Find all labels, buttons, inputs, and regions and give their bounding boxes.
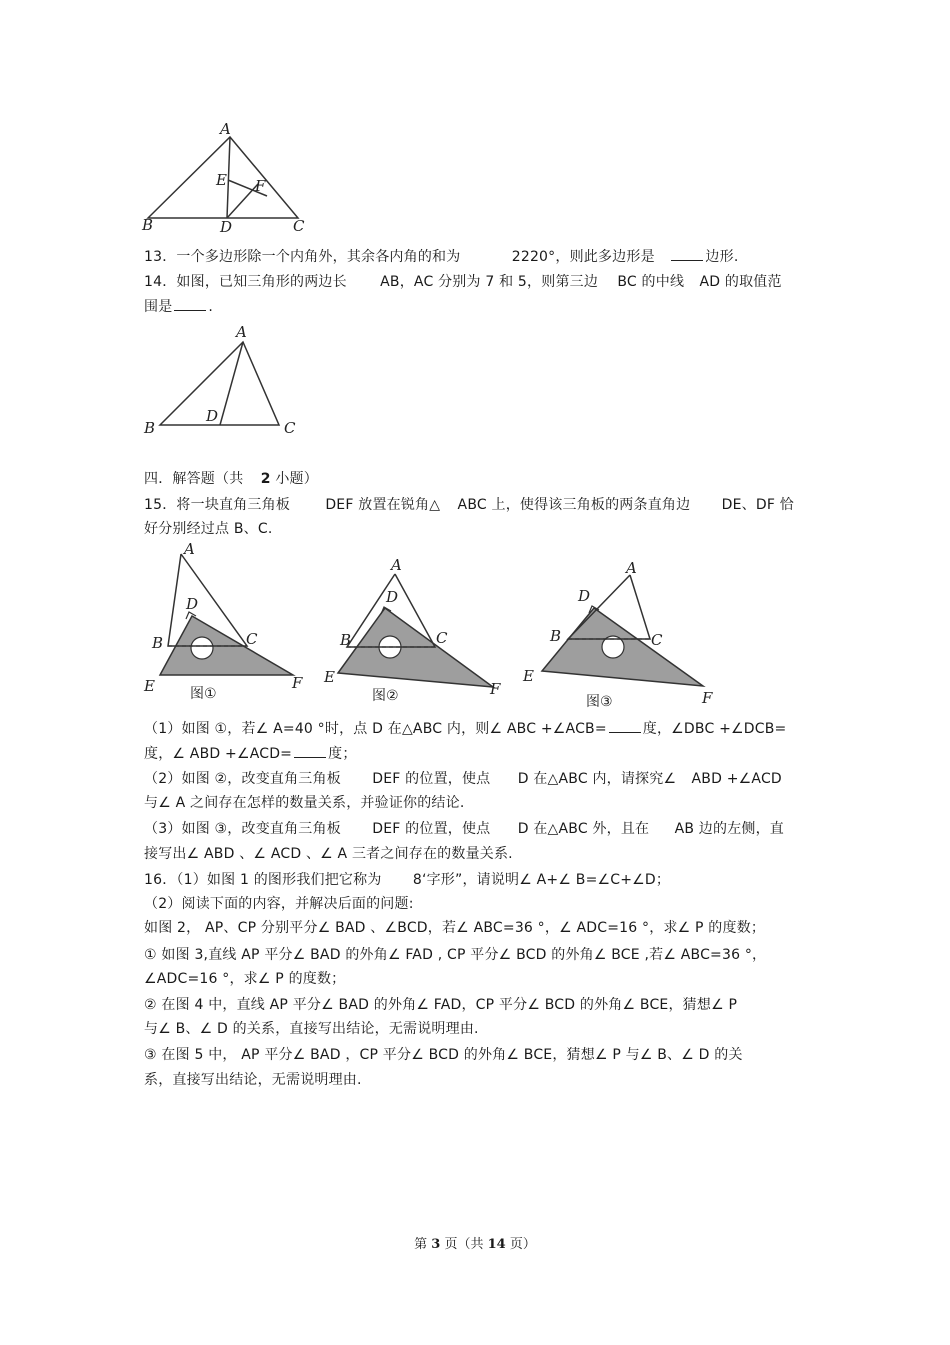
question-16-line-8: ③ 在图 5 中， AP 平分∠ BAD ，CP 平分∠ BCD 的外角∠ BCE，猜想∠ P 与∠ B、∠ D 的关 — [144, 1047, 743, 1063]
q16-text-1a: 16．（1）如图 1 的图形我们把它称为 — [144, 872, 382, 888]
question-16-line-7: 与∠ B、∠ D 的关系，直接写出结论，无需说明理由. — [144, 1021, 479, 1037]
q15-p2-text-b: DEF 的位置，使点 — [372, 771, 491, 787]
set-square-hole — [191, 637, 213, 659]
label-f: F — [292, 674, 303, 692]
q15-p3-text-b: DEF 的位置，使点 — [372, 821, 491, 837]
figure-q15-1 — [140, 542, 310, 707]
q15-part-3-line-1 — [144, 820, 784, 838]
q13-answer-blank[interactable] — [671, 247, 703, 261]
q15-p1-text-a: （1）如图 ①，若∠ A=40 °时，点 D 在△ABC 内，则∠ ABC +∠ACB= — [144, 721, 607, 737]
question-16-line-2: （2）阅读下面的内容，并解决后面的问题: — [144, 896, 414, 912]
label-d: D — [220, 218, 233, 236]
question-14-line-1 — [144, 273, 782, 291]
label-e: E — [324, 668, 335, 686]
q14-answer-blank[interactable] — [174, 297, 206, 311]
section-4-text-a: 四．解答题（共 — [144, 471, 244, 487]
question-14-line-2 — [144, 297, 213, 316]
q15-text-1d: DE、DF 恰 — [721, 497, 794, 513]
section-4-count: 2 — [260, 471, 271, 487]
q15-p3-text-a: （3）如图 ③，改变直角三角板 — [144, 821, 341, 837]
footer-text-a: 第 — [414, 1237, 428, 1252]
q15-p1-blank-1[interactable] — [609, 719, 641, 733]
label-a: A — [626, 559, 637, 577]
q14-text-2b: . — [208, 299, 214, 315]
question-16-line-3: 如图 2， AP、CP 分别平分∠ BAD 、∠BCD，若∠ ABC=36 °，∠ ADC=16 °，求∠ P 的度数； — [144, 920, 766, 936]
q14-text-2a: 围是 — [144, 299, 173, 315]
label-c: C — [246, 630, 258, 648]
q15-p2-text-a: （2）如图 ②，改变直角三角板 — [144, 771, 341, 787]
section-4-heading — [144, 470, 318, 488]
label-b: B — [152, 634, 164, 652]
q15-text-1c: ABC 上，使得该三角板的两条直角边 — [457, 497, 691, 513]
q14-text-1a: 14．如图，已知三角形的两边长 — [144, 274, 347, 290]
q13-text-a: 13．一个多边形除一个内角外，其余各内角的和为 — [144, 249, 461, 265]
label-b: B — [550, 627, 562, 645]
q15-p1-blank-3[interactable] — [294, 744, 326, 758]
q15-p2-text-c: D 在△ABC 内，请探究∠ — [517, 771, 677, 787]
q15-text-1b: DEF 放置在锐角△ — [325, 497, 441, 513]
label-c: C — [651, 631, 663, 649]
q15-part-2-line-1 — [144, 770, 782, 788]
question-13 — [144, 247, 738, 266]
label-e: E — [523, 667, 534, 685]
q13-text-b: 2220°，则此多边形是 — [511, 249, 655, 265]
question-16-line-9: 系，直接写出结论，无需说明理由. — [144, 1072, 362, 1088]
question-16-line-5: ∠ADC=16 °，求∠ P 的度数； — [144, 971, 346, 987]
label-c: C — [436, 629, 448, 647]
footer-total-pages: 14 — [487, 1237, 506, 1252]
footer-text-c: 页（共 — [444, 1237, 484, 1252]
q16-text-1b: 8‘字形”，请说明∠ A+∠ B=∠C+∠D； — [412, 872, 671, 888]
label-f: F — [255, 177, 266, 195]
figure-q15-2 — [320, 556, 510, 706]
q15-p1-text-c: 度，∠ ABD +∠ACD= — [144, 746, 293, 762]
q15-part-2-line-2: 与∠ A 之间存在怎样的数量关系，并验证你的结论. — [144, 795, 465, 811]
footer-text-e: 页） — [509, 1237, 536, 1252]
q15-p2-text-d: ABD +∠ACD — [691, 771, 782, 787]
label-b: B — [144, 419, 156, 437]
section-4-text-c: 小题） — [275, 471, 318, 487]
label-d: D — [578, 587, 591, 605]
caption: 图① — [190, 686, 217, 702]
q15-part-3-line-2: 接写出∠ ABD 、∠ ACD 、∠ A 三者之间存在的数量关系. — [144, 846, 513, 862]
label-f: F — [702, 689, 713, 707]
label-a: A — [184, 540, 195, 558]
segment-df — [227, 184, 258, 218]
figure-q15-3 — [520, 560, 720, 712]
label-a: A — [391, 556, 402, 574]
label-e: E — [144, 677, 155, 695]
caption: 图③ — [586, 694, 613, 710]
label-c: C — [284, 419, 296, 437]
label-b: B — [142, 216, 154, 234]
label-c: C — [293, 217, 305, 235]
label-b: B — [340, 631, 352, 649]
label-f: F — [490, 680, 501, 698]
label-e: E — [216, 171, 227, 189]
q14-text-1b: AB，AC 分别为 7 和 5，则第三边 — [380, 274, 599, 290]
question-15-line-1 — [144, 496, 794, 514]
q15-p1-text-b: 度，∠DBC +∠DCB= — [642, 721, 787, 737]
q15-part-1-line-1 — [144, 719, 786, 738]
question-16-line-1 — [144, 871, 670, 889]
page-footer — [0, 1233, 950, 1252]
q15-p3-text-d: AB 边的左侧，直 — [674, 821, 784, 837]
q13-text-c: 边形. — [705, 249, 739, 265]
q15-p1-text-d: 度； — [328, 746, 357, 762]
label-a: A — [236, 323, 247, 341]
label-d: D — [206, 407, 219, 425]
triangle-abc — [160, 342, 279, 425]
q15-p3-text-c: D 在△ABC 外，且在 — [517, 821, 650, 837]
q14-text-1c: BC 的中线 — [617, 274, 685, 290]
segment-ad — [227, 137, 230, 218]
q15-text-1a: 15．将一块直角三角板 — [144, 497, 291, 513]
footer-page-number: 3 — [431, 1237, 441, 1252]
caption: 图② — [372, 688, 399, 704]
question-16-line-6: ② 在图 4 中，直线 AP 平分∠ BAD 的外角∠ FAD，CP 平分∠ BCD 的外角∠ BCE，猜想∠ P — [144, 997, 738, 1013]
q14-text-1d: AD 的取值范 — [699, 274, 782, 290]
label-a: A — [220, 120, 231, 138]
q15-part-1-line-2 — [144, 744, 357, 763]
figure-q12 — [140, 118, 320, 240]
label-d: D — [386, 588, 399, 606]
label-d: D — [186, 595, 199, 613]
question-16-line-4: ① 如图 3,直线 AP 平分∠ BAD 的外角∠ FAD , CP 平分∠ BCD 的外角∠ BCE ,若∠ ABC=36 °， — [144, 947, 767, 963]
figure-q14 — [140, 322, 310, 437]
question-15-line-2: 好分别经过点 B、C. — [144, 521, 273, 537]
